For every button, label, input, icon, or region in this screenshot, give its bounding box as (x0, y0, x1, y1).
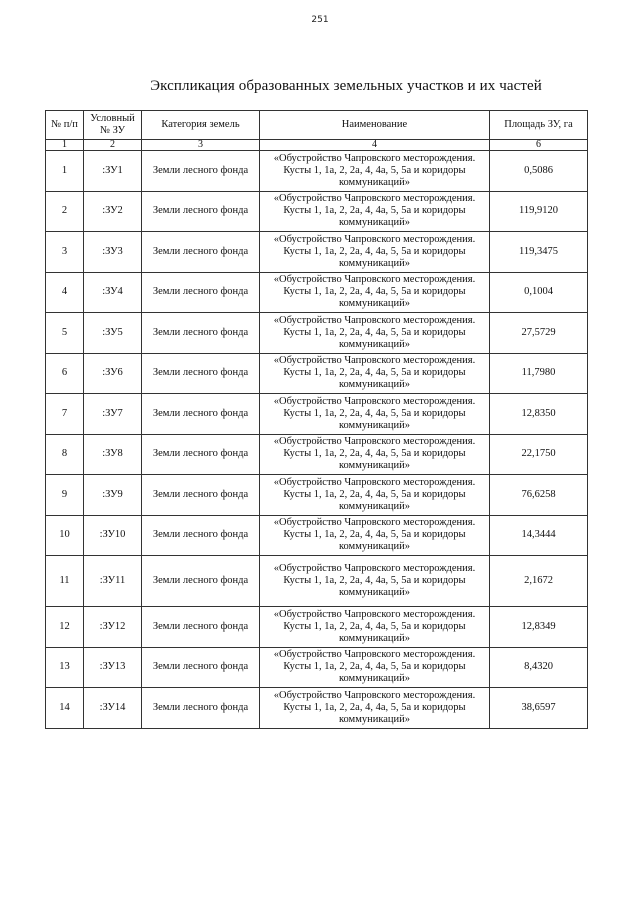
header-number: № п/п (46, 111, 84, 140)
table-row (46, 607, 588, 648)
explication-table (45, 110, 588, 729)
land-category-cell: Земли лесного фонда (142, 688, 260, 729)
land-category-cell: Земли лесного фонда (142, 475, 260, 516)
land-category-cell: Земли лесного фонда (142, 151, 260, 192)
land-category-cell: Земли лесного фонда (142, 607, 260, 648)
name-cell: «Обустройство Чапровского месторождения. Кусты 1, 1а, 2, 2а, 4, 4а, 5, 5а и коридоры коммуникаций» (260, 191, 490, 232)
row-number-cell: 7 (46, 394, 84, 435)
zu-number-cell: :ЗУ3 (84, 232, 142, 273)
name-cell: «Обустройство Чапровского месторождения. Кусты 1, 1а, 2, 2а, 4, 4а, 5, 5а и коридоры коммуникаций» (260, 647, 490, 688)
row-number-cell: 2 (46, 191, 84, 232)
land-category-cell: Земли лесного фонда (142, 191, 260, 232)
row-number-cell: 13 (46, 647, 84, 688)
table-row (46, 515, 588, 556)
row-number-cell: 14 (46, 688, 84, 729)
zu-number-cell: :ЗУ8 (84, 434, 142, 475)
area-cell: 0,1004 (490, 272, 588, 313)
column-number: 1 (46, 140, 84, 151)
name-cell: «Обустройство Чапровского месторождения. Кусты 1, 1а, 2, 2а, 4, 4а, 5, 5а и коридоры коммуникаций» (260, 232, 490, 273)
page-number: 251 (311, 15, 329, 25)
table-row (46, 191, 588, 232)
area-cell: 2,1672 (490, 556, 588, 607)
row-number-cell: 6 (46, 353, 84, 394)
table-row (46, 313, 588, 354)
area-cell: 119,9120 (490, 191, 588, 232)
area-cell: 38,6597 (490, 688, 588, 729)
land-category-cell: Земли лесного фонда (142, 647, 260, 688)
table-body (46, 151, 588, 729)
zu-number-cell: :ЗУ11 (84, 556, 142, 607)
row-number-cell: 8 (46, 434, 84, 475)
zu-number-cell: :ЗУ2 (84, 191, 142, 232)
column-number: 3 (142, 140, 260, 151)
land-category-cell: Земли лесного фонда (142, 232, 260, 273)
area-cell: 11,7980 (490, 353, 588, 394)
zu-number-cell: :ЗУ14 (84, 688, 142, 729)
name-cell: «Обустройство Чапровского месторождения. Кусты 1, 1а, 2, 2а, 4, 4а, 5, 5а и коридоры коммуникаций» (260, 556, 490, 607)
table-row (46, 151, 588, 192)
column-number: 6 (490, 140, 588, 151)
zu-number-cell: :ЗУ13 (84, 647, 142, 688)
row-number-cell: 9 (46, 475, 84, 516)
name-cell: «Обустройство Чапровского месторождения. Кусты 1, 1а, 2, 2а, 4, 4а, 5, 5а и коридоры коммуникаций» (260, 151, 490, 192)
name-cell: «Обустройство Чапровского месторождения. Кусты 1, 1а, 2, 2а, 4, 4а, 5, 5а и коридоры коммуникаций» (260, 434, 490, 475)
column-number-row (46, 140, 588, 151)
area-cell: 119,3475 (490, 232, 588, 273)
name-cell: «Обустройство Чапровского месторождения. Кусты 1, 1а, 2, 2а, 4, 4а, 5, 5а и коридоры коммуникаций» (260, 515, 490, 556)
zu-number-cell: :ЗУ5 (84, 313, 142, 354)
row-number-cell: 3 (46, 232, 84, 273)
area-cell: 22,1750 (490, 434, 588, 475)
land-category-cell: Земли лесного фонда (142, 272, 260, 313)
land-category-cell: Земли лесного фонда (142, 515, 260, 556)
zu-number-cell: :ЗУ4 (84, 272, 142, 313)
name-cell: «Обустройство Чапровского месторождения. Кусты 1, 1а, 2, 2а, 4, 4а, 5, 5а и коридоры коммуникаций» (260, 272, 490, 313)
land-category-cell: Земли лесного фонда (142, 353, 260, 394)
table-row (46, 688, 588, 729)
area-cell: 12,8349 (490, 607, 588, 648)
area-cell: 27,5729 (490, 313, 588, 354)
area-cell: 76,6258 (490, 475, 588, 516)
table-row (46, 353, 588, 394)
row-number-cell: 12 (46, 607, 84, 648)
name-cell: «Обустройство Чапровского месторождения. Кусты 1, 1а, 2, 2а, 4, 4а, 5, 5а и коридоры коммуникаций» (260, 394, 490, 435)
table-row (46, 394, 588, 435)
column-number: 2 (84, 140, 142, 151)
header-land-category: Категория земель (142, 111, 260, 140)
table-row (46, 272, 588, 313)
table-row (46, 647, 588, 688)
row-number-cell: 4 (46, 272, 84, 313)
header-row (46, 111, 588, 140)
name-cell: «Обустройство Чапровского месторождения. Кусты 1, 1а, 2, 2а, 4, 4а, 5, 5а и коридоры коммуникаций» (260, 353, 490, 394)
zu-number-cell: :ЗУ12 (84, 607, 142, 648)
header-name: Наименование (260, 111, 490, 140)
land-category-cell: Земли лесного фонда (142, 434, 260, 475)
name-cell: «Обустройство Чапровского месторождения. Кусты 1, 1а, 2, 2а, 4, 4а, 5, 5а и коридоры коммуникаций» (260, 607, 490, 648)
table-row (46, 232, 588, 273)
name-cell: «Обустройство Чапровского месторождения. Кусты 1, 1а, 2, 2а, 4, 4а, 5, 5а и коридоры коммуникаций» (260, 475, 490, 516)
name-cell: «Обустройство Чапровского месторождения. Кусты 1, 1а, 2, 2а, 4, 4а, 5, 5а и коридоры коммуникаций» (260, 688, 490, 729)
header-area: Площадь ЗУ, га (490, 111, 588, 140)
zu-number-cell: :ЗУ6 (84, 353, 142, 394)
zu-number-cell: :ЗУ1 (84, 151, 142, 192)
column-number: 4 (260, 140, 490, 151)
table-row (46, 475, 588, 516)
area-cell: 0,5086 (490, 151, 588, 192)
zu-number-cell: :ЗУ10 (84, 515, 142, 556)
land-category-cell: Земли лесного фонда (142, 556, 260, 607)
name-cell: «Обустройство Чапровского месторождения. Кусты 1, 1а, 2, 2а, 4, 4а, 5, 5а и коридоры коммуникаций» (260, 313, 490, 354)
row-number-cell: 11 (46, 556, 84, 607)
zu-number-cell: :ЗУ7 (84, 394, 142, 435)
land-category-cell: Земли лесного фонда (142, 394, 260, 435)
area-cell: 14,3444 (490, 515, 588, 556)
area-cell: 8,4320 (490, 647, 588, 688)
document-title: Экспликация образованных земельных участков и их частей (150, 78, 542, 94)
land-category-cell: Земли лесного фонда (142, 313, 260, 354)
table-row (46, 434, 588, 475)
row-number-cell: 1 (46, 151, 84, 192)
row-number-cell: 10 (46, 515, 84, 556)
header-zu-number: Условный № ЗУ (84, 111, 142, 140)
table-row (46, 556, 588, 607)
area-cell: 12,8350 (490, 394, 588, 435)
row-number-cell: 5 (46, 313, 84, 354)
zu-number-cell: :ЗУ9 (84, 475, 142, 516)
